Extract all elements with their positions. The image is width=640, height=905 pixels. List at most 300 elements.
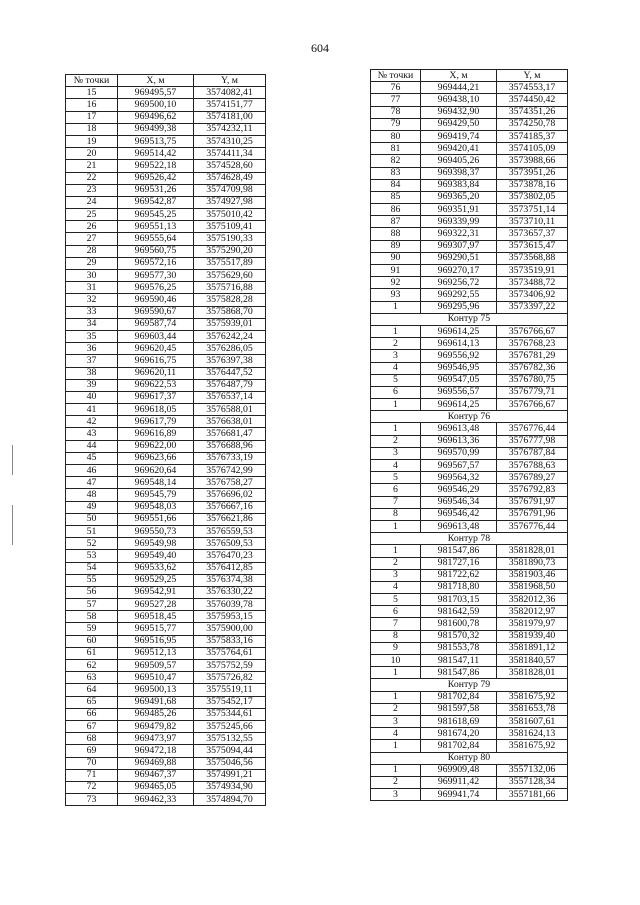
x-coordinate-cell: 969546,42	[421, 508, 497, 520]
contour-heading-row	[371, 679, 568, 691]
x-coordinate-cell: 981702,84	[421, 740, 497, 752]
y-coordinate-cell: 3576559,53	[194, 525, 266, 537]
y-coordinate-cell: 3576470,23	[194, 550, 266, 562]
table-row	[66, 574, 266, 586]
table-row	[371, 167, 568, 179]
x-coordinate-cell: 969614,25	[421, 325, 497, 337]
table-row	[66, 465, 266, 477]
x-coordinate-cell: 969545,25	[118, 209, 194, 221]
table-row	[66, 781, 266, 793]
table-row	[371, 703, 568, 715]
point-number-cell: 2	[371, 435, 421, 447]
table-row	[371, 143, 568, 155]
x-coordinate-cell: 981642,59	[421, 606, 497, 618]
point-number-cell: 62	[66, 660, 118, 672]
table-row	[66, 209, 266, 221]
point-number-cell: 1	[371, 325, 421, 337]
x-coordinate-cell: 969429,50	[421, 118, 497, 130]
point-number-cell: 80	[371, 130, 421, 142]
y-coordinate-cell: 3576742,99	[194, 465, 266, 477]
y-coordinate-cell: 3574310,25	[194, 135, 266, 147]
y-coordinate-cell: 3575716,88	[194, 282, 266, 294]
point-number-cell: 2	[371, 703, 421, 715]
y-coordinate-cell: 3575094,44	[194, 745, 266, 757]
point-number-cell: 72	[66, 781, 118, 793]
table-row	[66, 696, 266, 708]
x-coordinate-cell: 969546,34	[421, 496, 497, 508]
x-coordinate-cell: 969577,30	[118, 270, 194, 282]
point-number-cell: 89	[371, 240, 421, 252]
point-number-cell: 34	[66, 318, 118, 330]
point-number-cell: 36	[66, 343, 118, 355]
y-coordinate-cell: 3576792,83	[497, 484, 568, 496]
point-number-cell: 86	[371, 204, 421, 216]
point-number-cell: 68	[66, 733, 118, 745]
x-coordinate-cell: 969616,89	[118, 428, 194, 440]
x-coordinate-cell: 969587,74	[118, 318, 194, 330]
y-coordinate-cell: 3576638,01	[194, 416, 266, 428]
header-point-number: № точки	[66, 75, 118, 87]
point-number-cell: 1	[371, 423, 421, 435]
point-number-cell: 1	[371, 740, 421, 752]
x-coordinate-cell: 969617,37	[118, 391, 194, 403]
table-row	[371, 82, 568, 94]
table-row	[66, 87, 266, 99]
x-coordinate-cell: 981547,11	[421, 655, 497, 667]
x-coordinate-cell: 969398,37	[421, 167, 497, 179]
x-coordinate-cell: 969365,20	[421, 191, 497, 203]
y-coordinate-cell: 3581840,57	[497, 655, 568, 667]
y-coordinate-cell: 3576777,98	[497, 435, 568, 447]
point-number-cell: 24	[66, 196, 118, 208]
x-coordinate-cell: 969620,11	[118, 367, 194, 379]
point-number-cell: 7	[371, 618, 421, 630]
y-coordinate-cell: 3581653,78	[497, 703, 568, 715]
point-number-cell: 1	[371, 520, 421, 532]
table-row	[66, 586, 266, 598]
point-number-cell: 48	[66, 489, 118, 501]
x-coordinate-cell: 969623,66	[118, 452, 194, 464]
y-coordinate-cell: 3576374,38	[194, 574, 266, 586]
y-coordinate-cell: 3576412,85	[194, 562, 266, 574]
x-coordinate-cell: 969419,74	[421, 130, 497, 142]
table-row	[371, 423, 568, 435]
table-row	[371, 569, 568, 581]
x-coordinate-cell: 969491,68	[118, 696, 194, 708]
point-number-cell: 85	[371, 191, 421, 203]
y-coordinate-cell: 3573657,37	[497, 228, 568, 240]
y-coordinate-cell: 3574250,78	[497, 118, 568, 130]
y-coordinate-cell: 3576509,53	[194, 538, 266, 550]
x-coordinate-cell: 969542,87	[118, 196, 194, 208]
x-coordinate-cell: 969622,53	[118, 379, 194, 391]
table-row	[66, 99, 266, 111]
point-number-cell: 5	[371, 594, 421, 606]
contour-heading-row	[371, 752, 568, 764]
x-coordinate-cell: 969405,26	[421, 155, 497, 167]
table-row	[66, 221, 266, 233]
y-coordinate-cell: 3576779,71	[497, 386, 568, 398]
y-coordinate-cell: 3557128,34	[497, 776, 568, 788]
y-coordinate-cell: 3574934,90	[194, 781, 266, 793]
x-coordinate-cell: 969613,36	[421, 435, 497, 447]
point-number-cell: 55	[66, 574, 118, 586]
point-number-cell: 6	[371, 606, 421, 618]
scan-edge-mark	[12, 445, 13, 475]
point-number-cell: 82	[371, 155, 421, 167]
y-coordinate-cell: 3581675,92	[497, 740, 568, 752]
x-coordinate-cell: 969295,96	[421, 301, 497, 313]
point-number-cell: 8	[371, 508, 421, 520]
table-row	[371, 776, 568, 788]
contour-heading-row	[371, 533, 568, 545]
table-row	[66, 270, 266, 282]
left-table-body	[66, 87, 266, 806]
y-coordinate-cell: 3575109,41	[194, 221, 266, 233]
y-coordinate-cell: 3574450,42	[497, 94, 568, 106]
table-row	[66, 647, 266, 659]
table-row	[371, 789, 568, 801]
x-coordinate-cell: 969911,42	[421, 776, 497, 788]
y-coordinate-cell: 3581968,50	[497, 581, 568, 593]
x-coordinate-cell: 969548,14	[118, 477, 194, 489]
scan-edge-mark	[12, 505, 13, 545]
point-number-cell: 57	[66, 599, 118, 611]
y-coordinate-cell: 3574151,77	[194, 99, 266, 111]
y-coordinate-cell: 3574181,00	[194, 111, 266, 123]
table-row	[66, 160, 266, 172]
x-coordinate-cell: 969514,42	[118, 148, 194, 160]
y-coordinate-cell: 3575726,82	[194, 672, 266, 684]
point-number-cell: 7	[371, 496, 421, 508]
table-row	[66, 404, 266, 416]
point-number-cell: 70	[66, 757, 118, 769]
x-coordinate-cell: 969469,88	[118, 757, 194, 769]
table-row	[66, 525, 266, 537]
y-coordinate-cell: 3574232,11	[194, 123, 266, 135]
x-coordinate-cell: 981600,78	[421, 618, 497, 630]
x-coordinate-cell: 969548,03	[118, 501, 194, 513]
x-coordinate-cell: 969465,05	[118, 781, 194, 793]
x-coordinate-cell: 969551,66	[118, 513, 194, 525]
y-coordinate-cell: 3574894,70	[194, 794, 266, 806]
x-coordinate-cell: 969527,28	[118, 599, 194, 611]
x-coordinate-cell: 969614,25	[421, 399, 497, 411]
table-row	[66, 489, 266, 501]
point-number-cell: 92	[371, 277, 421, 289]
table-row	[66, 233, 266, 245]
point-number-cell: 52	[66, 538, 118, 550]
y-coordinate-cell: 3575953,15	[194, 611, 266, 623]
point-number-cell: 1	[371, 399, 421, 411]
point-number-cell: 78	[371, 106, 421, 118]
point-number-cell: 18	[66, 123, 118, 135]
y-coordinate-cell: 3576781,29	[497, 350, 568, 362]
table-row	[371, 179, 568, 191]
header-x: X, м	[118, 75, 194, 87]
y-coordinate-cell: 3575868,70	[194, 306, 266, 318]
point-number-cell: 58	[66, 611, 118, 623]
contour-label: Контур 76	[371, 411, 568, 423]
x-coordinate-cell: 981570,32	[421, 630, 497, 642]
table-row	[66, 282, 266, 294]
point-number-cell: 47	[66, 477, 118, 489]
y-coordinate-cell: 3576776,44	[497, 520, 568, 532]
x-coordinate-cell: 969290,51	[421, 252, 497, 264]
table-row	[66, 245, 266, 257]
point-number-cell: 76	[371, 82, 421, 94]
y-coordinate-cell: 3574528,60	[194, 160, 266, 172]
point-number-cell: 32	[66, 294, 118, 306]
x-coordinate-cell: 969516,95	[118, 635, 194, 647]
point-number-cell: 39	[66, 379, 118, 391]
point-number-cell: 2	[371, 338, 421, 350]
x-coordinate-cell: 969510,47	[118, 672, 194, 684]
x-coordinate-cell: 969307,97	[421, 240, 497, 252]
point-number-cell: 27	[66, 233, 118, 245]
table-row	[371, 325, 568, 337]
point-number-cell: 35	[66, 330, 118, 342]
point-number-cell: 93	[371, 289, 421, 301]
x-coordinate-cell: 969617,79	[118, 416, 194, 428]
point-number-cell: 16	[66, 99, 118, 111]
y-coordinate-cell: 3573488,72	[497, 277, 568, 289]
table-row	[371, 581, 568, 593]
point-number-cell: 10	[371, 655, 421, 667]
point-number-cell: 31	[66, 282, 118, 294]
x-coordinate-cell: 969572,16	[118, 257, 194, 269]
y-coordinate-cell: 3575132,55	[194, 733, 266, 745]
y-coordinate-cell: 3573802,05	[497, 191, 568, 203]
table-row	[371, 240, 568, 252]
table-row	[66, 123, 266, 135]
point-number-cell: 91	[371, 265, 421, 277]
y-coordinate-cell: 3575752,59	[194, 660, 266, 672]
x-coordinate-cell: 969555,64	[118, 233, 194, 245]
point-number-cell: 3	[371, 789, 421, 801]
point-number-cell: 9	[371, 642, 421, 654]
x-coordinate-cell: 969351,91	[421, 204, 497, 216]
x-coordinate-cell: 969542,91	[118, 586, 194, 598]
y-coordinate-cell: 3581624,13	[497, 728, 568, 740]
y-coordinate-cell: 3576397,38	[194, 355, 266, 367]
point-number-cell: 1	[371, 691, 421, 703]
y-coordinate-cell: 3576447,52	[194, 367, 266, 379]
table-row	[371, 252, 568, 264]
x-coordinate-cell: 969509,57	[118, 660, 194, 672]
x-coordinate-cell: 981553,78	[421, 642, 497, 654]
y-coordinate-cell: 3557181,66	[497, 789, 568, 801]
y-coordinate-cell: 3575452,17	[194, 696, 266, 708]
x-coordinate-cell: 969339,99	[421, 216, 497, 228]
table-row	[66, 428, 266, 440]
table-row	[66, 172, 266, 184]
table-row	[66, 196, 266, 208]
y-coordinate-cell: 3576733,19	[194, 452, 266, 464]
x-coordinate-cell: 981718,80	[421, 581, 497, 593]
x-coordinate-cell: 969531,26	[118, 184, 194, 196]
point-number-cell: 1	[371, 301, 421, 313]
table-row	[371, 277, 568, 289]
table-row	[66, 440, 266, 452]
point-number-cell: 41	[66, 404, 118, 416]
table-header-row	[371, 70, 568, 82]
point-number-cell: 77	[371, 94, 421, 106]
table-row	[66, 611, 266, 623]
table-row	[66, 379, 266, 391]
y-coordinate-cell: 3575764,61	[194, 647, 266, 659]
table-row	[66, 599, 266, 611]
x-coordinate-cell: 969550,73	[118, 525, 194, 537]
y-coordinate-cell: 3576766,67	[497, 325, 568, 337]
x-coordinate-cell: 969613,48	[421, 423, 497, 435]
point-number-cell: 2	[371, 776, 421, 788]
y-coordinate-cell: 3575833,16	[194, 635, 266, 647]
point-number-cell: 6	[371, 386, 421, 398]
x-coordinate-cell: 969473,97	[118, 733, 194, 745]
point-number-cell: 79	[371, 118, 421, 130]
table-row	[371, 728, 568, 740]
table-row	[371, 301, 568, 313]
table-row	[66, 660, 266, 672]
point-number-cell: 73	[66, 794, 118, 806]
table-header-row	[66, 75, 266, 87]
table-row	[66, 477, 266, 489]
y-coordinate-cell: 3575519,11	[194, 684, 266, 696]
coordinates-table-right	[370, 69, 568, 801]
table-row	[371, 594, 568, 606]
y-coordinate-cell: 3575517,89	[194, 257, 266, 269]
point-number-cell: 64	[66, 684, 118, 696]
point-number-cell: 1	[371, 545, 421, 557]
y-coordinate-cell: 3575629,60	[194, 270, 266, 282]
y-coordinate-cell: 3576487,79	[194, 379, 266, 391]
x-coordinate-cell: 969551,13	[118, 221, 194, 233]
x-coordinate-cell: 969515,77	[118, 623, 194, 635]
x-coordinate-cell: 969618,05	[118, 404, 194, 416]
y-coordinate-cell: 3574628,49	[194, 172, 266, 184]
table-row	[66, 672, 266, 684]
page-number: 604	[311, 41, 329, 55]
x-coordinate-cell: 969485,26	[118, 708, 194, 720]
x-coordinate-cell: 969567,57	[421, 460, 497, 472]
y-coordinate-cell: 3573568,88	[497, 252, 568, 264]
point-number-cell: 30	[66, 270, 118, 282]
y-coordinate-cell: 3576667,16	[194, 501, 266, 513]
point-number-cell: 17	[66, 111, 118, 123]
y-coordinate-cell: 3576537,14	[194, 391, 266, 403]
x-coordinate-cell: 969560,75	[118, 245, 194, 257]
point-number-cell: 40	[66, 391, 118, 403]
table-row	[66, 562, 266, 574]
table-row	[371, 460, 568, 472]
x-coordinate-cell: 969620,64	[118, 465, 194, 477]
x-coordinate-cell: 969545,79	[118, 489, 194, 501]
point-number-cell: 21	[66, 160, 118, 172]
x-coordinate-cell: 969546,95	[421, 362, 497, 374]
table-row	[371, 764, 568, 776]
x-coordinate-cell: 969467,37	[118, 769, 194, 781]
table-row	[371, 204, 568, 216]
table-row	[66, 733, 266, 745]
x-coordinate-cell: 969556,57	[421, 386, 497, 398]
point-number-cell: 2	[371, 557, 421, 569]
table-row	[66, 257, 266, 269]
point-number-cell: 50	[66, 513, 118, 525]
x-coordinate-cell: 969420,41	[421, 143, 497, 155]
table-row	[371, 508, 568, 520]
y-coordinate-cell: 3574105,09	[497, 143, 568, 155]
y-coordinate-cell: 3576688,96	[194, 440, 266, 452]
table-row	[371, 447, 568, 459]
x-coordinate-cell: 969590,46	[118, 294, 194, 306]
y-coordinate-cell: 3576791,97	[497, 496, 568, 508]
point-number-cell: 43	[66, 428, 118, 440]
x-coordinate-cell: 969496,62	[118, 111, 194, 123]
y-coordinate-cell: 3576776,44	[497, 423, 568, 435]
right-table-body	[371, 82, 568, 801]
y-coordinate-cell: 3573878,16	[497, 179, 568, 191]
table-row	[66, 513, 266, 525]
table-row	[66, 623, 266, 635]
y-coordinate-cell: 3581891,12	[497, 642, 568, 654]
contour-heading-row	[371, 411, 568, 423]
y-coordinate-cell: 3581903,46	[497, 569, 568, 581]
y-coordinate-cell: 3573519,91	[497, 265, 568, 277]
table-row	[66, 708, 266, 720]
x-coordinate-cell: 969549,98	[118, 538, 194, 550]
table-row	[66, 343, 266, 355]
point-number-cell: 83	[371, 167, 421, 179]
point-number-cell: 3	[371, 447, 421, 459]
table-row	[66, 148, 266, 160]
table-row	[371, 265, 568, 277]
point-number-cell: 69	[66, 745, 118, 757]
table-row	[371, 606, 568, 618]
header-x: X, м	[421, 70, 497, 82]
table-row	[66, 367, 266, 379]
table-row	[371, 106, 568, 118]
y-coordinate-cell: 3573751,14	[497, 204, 568, 216]
table-row	[66, 391, 266, 403]
y-coordinate-cell: 3573615,47	[497, 240, 568, 252]
y-coordinate-cell: 3574927,98	[194, 196, 266, 208]
x-coordinate-cell: 981547,86	[421, 667, 497, 679]
y-coordinate-cell: 3576780,75	[497, 374, 568, 386]
point-number-cell: 6	[371, 484, 421, 496]
table-row	[66, 318, 266, 330]
x-coordinate-cell: 969462,33	[118, 794, 194, 806]
table-row	[371, 399, 568, 411]
point-number-cell: 25	[66, 209, 118, 221]
x-coordinate-cell: 969556,92	[421, 350, 497, 362]
table-row	[66, 757, 266, 769]
y-coordinate-cell: 3573406,92	[497, 289, 568, 301]
y-coordinate-cell: 3575290,20	[194, 245, 266, 257]
y-coordinate-cell: 3576787,84	[497, 447, 568, 459]
point-number-cell: 67	[66, 720, 118, 732]
y-coordinate-cell: 3575046,56	[194, 757, 266, 769]
x-coordinate-cell: 969533,62	[118, 562, 194, 574]
x-coordinate-cell: 969256,72	[421, 277, 497, 289]
point-number-cell: 1	[371, 764, 421, 776]
y-coordinate-cell: 3573710,11	[497, 216, 568, 228]
point-number-cell: 15	[66, 87, 118, 99]
x-coordinate-cell: 969549,40	[118, 550, 194, 562]
point-number-cell: 42	[66, 416, 118, 428]
point-number-cell: 29	[66, 257, 118, 269]
table-row	[371, 545, 568, 557]
